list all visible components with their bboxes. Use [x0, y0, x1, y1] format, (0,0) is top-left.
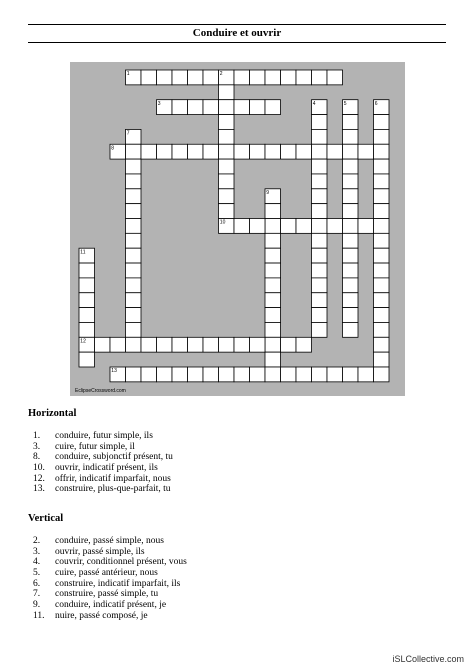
crossword-cell[interactable]	[312, 204, 328, 219]
crossword-cell[interactable]	[296, 337, 312, 352]
crossword-cell[interactable]	[126, 337, 142, 352]
crossword-cell[interactable]	[203, 100, 219, 115]
crossword-cell[interactable]	[126, 189, 142, 204]
crossword-cell[interactable]	[343, 278, 359, 293]
crossword-cell[interactable]	[374, 219, 390, 234]
crossword-cell[interactable]	[234, 144, 250, 159]
vertical-clue	[33, 611, 187, 622]
crossword-cell[interactable]	[141, 144, 157, 159]
vertical-clue	[33, 557, 187, 568]
crossword-cell[interactable]	[374, 100, 390, 115]
crossword-cell[interactable]	[312, 308, 328, 323]
crossword-cell[interactable]	[250, 70, 266, 85]
clue-text: ouvrir, indicatif présent, ils	[55, 463, 158, 474]
horizontal-clue	[33, 431, 173, 442]
crossword-cell[interactable]	[312, 367, 328, 382]
crossword-cell[interactable]	[312, 70, 328, 85]
crossword-cell[interactable]	[250, 337, 266, 352]
crossword-cell[interactable]	[126, 174, 142, 189]
crossword-cell[interactable]	[312, 322, 328, 337]
crossword-cell[interactable]	[234, 219, 250, 234]
crossword-cell[interactable]	[281, 70, 297, 85]
clue-text: conduire, subjonctif présent, tu	[55, 452, 173, 463]
crossword-cell[interactable]	[110, 337, 126, 352]
horizontal-clue	[33, 474, 173, 485]
crossword-cell[interactable]	[126, 367, 142, 382]
crossword-cell[interactable]	[343, 322, 359, 337]
crossword-cell[interactable]	[312, 115, 328, 130]
crossword-cell[interactable]	[296, 70, 312, 85]
clue-number-label: 7	[126, 130, 130, 137]
crossword-cell[interactable]	[374, 189, 390, 204]
crossword-cell[interactable]	[219, 85, 235, 100]
crossword-cell[interactable]	[250, 367, 266, 382]
crossword-cell[interactable]	[265, 278, 281, 293]
crossword-cell[interactable]	[343, 293, 359, 308]
crossword-cell[interactable]	[265, 293, 281, 308]
crossword-cell[interactable]	[141, 70, 157, 85]
crossword-cell[interactable]	[374, 233, 390, 248]
crossword-cell[interactable]	[327, 70, 343, 85]
worksheet-title: Conduire et ouvrir	[28, 24, 446, 43]
clue-number: 2.	[33, 536, 41, 546]
crossword-cell[interactable]	[312, 293, 328, 308]
crossword-cell[interactable]	[374, 115, 390, 130]
crossword-cell[interactable]	[265, 308, 281, 323]
horizontal-clue	[33, 442, 173, 453]
crossword-cell[interactable]	[265, 204, 281, 219]
crossword-cell[interactable]	[141, 337, 157, 352]
crossword-cell[interactable]	[79, 322, 95, 337]
vertical-clue	[33, 589, 187, 600]
crossword-cell[interactable]	[79, 308, 95, 323]
crossword-cell[interactable]	[234, 70, 250, 85]
vertical-clue-list	[33, 536, 187, 622]
clue-number: 3.	[33, 546, 41, 557]
crossword-cell[interactable]	[374, 337, 390, 352]
crossword-cell[interactable]	[126, 248, 142, 263]
crossword-cell[interactable]	[172, 144, 188, 159]
clue-number-label: 1	[126, 71, 130, 78]
clue-number-label: 11	[80, 249, 86, 256]
clue-number: 13.	[33, 484, 45, 495]
crossword-cell[interactable]	[374, 144, 390, 159]
crossword-cell[interactable]	[296, 219, 312, 234]
crossword-cell[interactable]	[265, 144, 281, 159]
crossword-cell[interactable]	[126, 278, 142, 293]
crossword-cell[interactable]	[219, 70, 235, 85]
clue-number: 1.	[33, 431, 41, 441]
crossword-cell[interactable]	[265, 352, 281, 367]
crossword-cell[interactable]	[343, 367, 359, 382]
clue-text: cuire, futur simple, il	[55, 441, 135, 452]
crossword-cell[interactable]	[265, 189, 281, 204]
crossword-cell[interactable]	[157, 144, 173, 159]
horizontal-clue	[33, 484, 173, 495]
crossword-cell[interactable]	[126, 263, 142, 278]
clue-number-label: 9	[266, 190, 270, 196]
vertical-clue	[33, 600, 187, 611]
crossword-cell[interactable]	[358, 219, 374, 234]
clue-number: 8.	[33, 452, 41, 463]
crossword-cell[interactable]	[374, 248, 390, 263]
crossword-cell[interactable]	[312, 248, 328, 263]
crossword-cell[interactable]	[312, 100, 328, 115]
crossword-cell[interactable]	[343, 248, 359, 263]
clue-number-label: 10	[219, 219, 226, 226]
crossword-cell[interactable]	[265, 322, 281, 337]
crossword-cell[interactable]	[374, 204, 390, 219]
crossword-cell[interactable]	[281, 337, 297, 352]
vertical-clue	[33, 536, 187, 547]
crossword-cell[interactable]	[188, 144, 204, 159]
clue-text: conduire, passé simple, nous	[55, 536, 164, 546]
crossword-cell[interactable]	[343, 263, 359, 278]
clue-number: 11.	[33, 610, 45, 621]
crossword-cell[interactable]	[203, 70, 219, 85]
crossword-cell[interactable]	[203, 367, 219, 382]
crossword-cell[interactable]	[343, 144, 359, 159]
clue-text: offrir, indicatif imparfait, nous	[55, 473, 171, 484]
crossword-cell[interactable]	[234, 337, 250, 352]
crossword-cell[interactable]	[265, 100, 281, 115]
crossword-cell[interactable]	[126, 293, 142, 308]
crossword-cell[interactable]	[203, 144, 219, 159]
clue-number-label: 6	[374, 100, 378, 107]
crossword-cell[interactable]	[219, 159, 235, 174]
crossword-cell[interactable]	[126, 233, 142, 248]
crossword-cell[interactable]	[343, 219, 359, 234]
clue-number-label: 8	[111, 145, 115, 152]
crossword-cell[interactable]	[265, 263, 281, 278]
clue-number-label: 13	[111, 368, 117, 375]
crossword-cell[interactable]	[265, 219, 281, 234]
crossword-cell[interactable]	[281, 219, 297, 234]
clue-number: 3.	[33, 441, 41, 452]
clue-number: 4.	[33, 557, 41, 568]
crossword-cell[interactable]	[126, 144, 142, 159]
crossword-cell[interactable]	[312, 189, 328, 204]
clue-number-label: 2	[219, 71, 223, 78]
crossword-cell[interactable]	[374, 308, 390, 323]
crossword-cell[interactable]	[312, 278, 328, 293]
crossword-cell[interactable]	[343, 159, 359, 174]
crossword-cell[interactable]	[312, 174, 328, 189]
crossword-cell[interactable]	[203, 337, 219, 352]
crossword-cell[interactable]	[219, 174, 235, 189]
crossword-cell[interactable]	[219, 100, 235, 115]
crossword-cell[interactable]	[188, 337, 204, 352]
crossword-cell[interactable]	[188, 367, 204, 382]
clue-number: 12.	[33, 473, 45, 484]
crossword-cell[interactable]	[374, 159, 390, 174]
crossword-cell[interactable]	[343, 233, 359, 248]
crossword-cell[interactable]	[79, 337, 95, 352]
crossword-cell[interactable]	[219, 144, 235, 159]
crossword-cell[interactable]	[219, 219, 235, 234]
crossword-cell[interactable]	[312, 219, 328, 234]
site-watermark: iSLCollective.com	[392, 654, 464, 664]
clue-text: ouvrir, passé simple, ils	[55, 546, 145, 557]
vertical-clue	[33, 547, 187, 558]
crossword-cell[interactable]	[374, 129, 390, 144]
crossword-cell[interactable]	[172, 367, 188, 382]
crossword-cell[interactable]	[79, 263, 95, 278]
crossword-cell[interactable]	[157, 100, 173, 115]
crossword-cell[interactable]	[358, 144, 374, 159]
crossword-cell[interactable]	[265, 367, 281, 382]
crossword-cell[interactable]	[219, 129, 235, 144]
crossword-cell[interactable]	[250, 100, 266, 115]
horizontal-clue-list	[33, 431, 173, 495]
crossword-cell[interactable]	[126, 204, 142, 219]
crossword-cell[interactable]	[126, 308, 142, 323]
clue-number: 10.	[33, 463, 45, 474]
crossword-cell[interactable]	[374, 352, 390, 367]
crossword-cell[interactable]	[126, 219, 142, 234]
crossword-cell[interactable]	[219, 367, 235, 382]
crossword-cell[interactable]	[126, 70, 142, 85]
horizontal-heading: Horizontal	[28, 408, 77, 419]
vertical-clue	[33, 568, 187, 579]
clue-text: conduire, futur simple, ils	[55, 431, 153, 441]
clue-number: 9.	[33, 600, 41, 611]
crossword-cell[interactable]	[343, 189, 359, 204]
crossword-cell[interactable]	[374, 367, 390, 382]
crossword-cell[interactable]	[281, 144, 297, 159]
crossword-cell[interactable]	[265, 337, 281, 352]
crossword-cell[interactable]	[79, 293, 95, 308]
crossword-cell[interactable]	[79, 352, 95, 367]
clue-number-label: 5	[343, 100, 347, 107]
crossword-cell[interactable]	[343, 308, 359, 323]
crossword-cell[interactable]	[312, 144, 328, 159]
crossword-cell[interactable]	[172, 100, 188, 115]
crossword-cell[interactable]	[157, 367, 173, 382]
crossword-cell[interactable]	[281, 367, 297, 382]
crossword-cell[interactable]	[374, 322, 390, 337]
crossword-cell[interactable]	[126, 159, 142, 174]
clue-number-label: 12	[80, 338, 86, 345]
crossword-cell[interactable]	[312, 159, 328, 174]
crossword-cell[interactable]	[327, 144, 343, 159]
crossword-cell[interactable]	[172, 70, 188, 85]
crossword-cell[interactable]	[343, 115, 359, 130]
crossword-cell[interactable]	[79, 248, 95, 263]
crossword-cell[interactable]	[219, 204, 235, 219]
crossword-cell[interactable]	[79, 278, 95, 293]
clue-number: 7.	[33, 589, 41, 600]
clue-number-label: 4	[312, 100, 316, 107]
clue-text: cuire, passé antérieur, nous	[55, 568, 158, 579]
crossword-cell[interactable]	[157, 70, 173, 85]
crossword-cell[interactable]	[327, 367, 343, 382]
crossword-cell[interactable]	[312, 233, 328, 248]
crossword-cell[interactable]	[296, 144, 312, 159]
vertical-clue	[33, 579, 187, 590]
clue-number-label: 3	[157, 100, 161, 107]
clue-text: construire, plus-que-parfait, tu	[55, 484, 171, 495]
crossword-cell[interactable]	[188, 100, 204, 115]
crossword-cell[interactable]	[141, 367, 157, 382]
crossword-cell[interactable]	[374, 174, 390, 189]
crossword-cell[interactable]	[95, 337, 111, 352]
vertical-heading: Vertical	[28, 513, 64, 524]
crossword-cell[interactable]	[265, 233, 281, 248]
crossword-cell[interactable]	[250, 144, 266, 159]
crossword-cell[interactable]	[157, 337, 173, 352]
crossword-cell[interactable]	[188, 70, 204, 85]
crossword-cell[interactable]	[110, 144, 126, 159]
crossword-credit: EclipseCrossword.com	[75, 388, 126, 394]
clue-text: construire, indicatif imparfait, ils	[55, 578, 181, 589]
crossword-cell[interactable]	[374, 278, 390, 293]
crossword-cell[interactable]	[234, 367, 250, 382]
clue-number: 5.	[33, 568, 41, 579]
crossword-cell[interactable]	[296, 367, 312, 382]
clue-text: construire, passé simple, tu	[55, 589, 159, 600]
crossword-cell[interactable]	[126, 322, 142, 337]
crossword-cell[interactable]	[343, 129, 359, 144]
clue-number: 6.	[33, 578, 41, 589]
horizontal-clue	[33, 452, 173, 463]
crossword-cell[interactable]	[219, 115, 235, 130]
crossword-cell[interactable]	[374, 263, 390, 278]
crossword-cell[interactable]	[265, 70, 281, 85]
crossword-cell[interactable]	[374, 293, 390, 308]
crossword-cell[interactable]	[219, 189, 235, 204]
crossword-cell[interactable]	[265, 248, 281, 263]
crossword-cell[interactable]	[343, 174, 359, 189]
horizontal-clue	[33, 463, 173, 474]
clue-text: couvrir, conditionnel présent, vous	[55, 557, 187, 568]
crossword-cell[interactable]	[219, 337, 235, 352]
crossword-cell[interactable]	[343, 204, 359, 219]
clue-text: nuire, passé composé, je	[55, 610, 148, 621]
crossword-cell[interactable]	[126, 129, 142, 144]
crossword-cell[interactable]	[110, 367, 126, 382]
crossword-cell[interactable]	[172, 337, 188, 352]
crossword-cell[interactable]	[250, 219, 266, 234]
crossword-cell[interactable]	[343, 100, 359, 115]
crossword-cell[interactable]	[312, 129, 328, 144]
crossword-cell[interactable]	[358, 367, 374, 382]
crossword-cell[interactable]	[327, 219, 343, 234]
crossword-cell[interactable]	[234, 100, 250, 115]
crossword-cell[interactable]	[312, 263, 328, 278]
clue-text: conduire, indicatif présent, je	[55, 600, 167, 611]
